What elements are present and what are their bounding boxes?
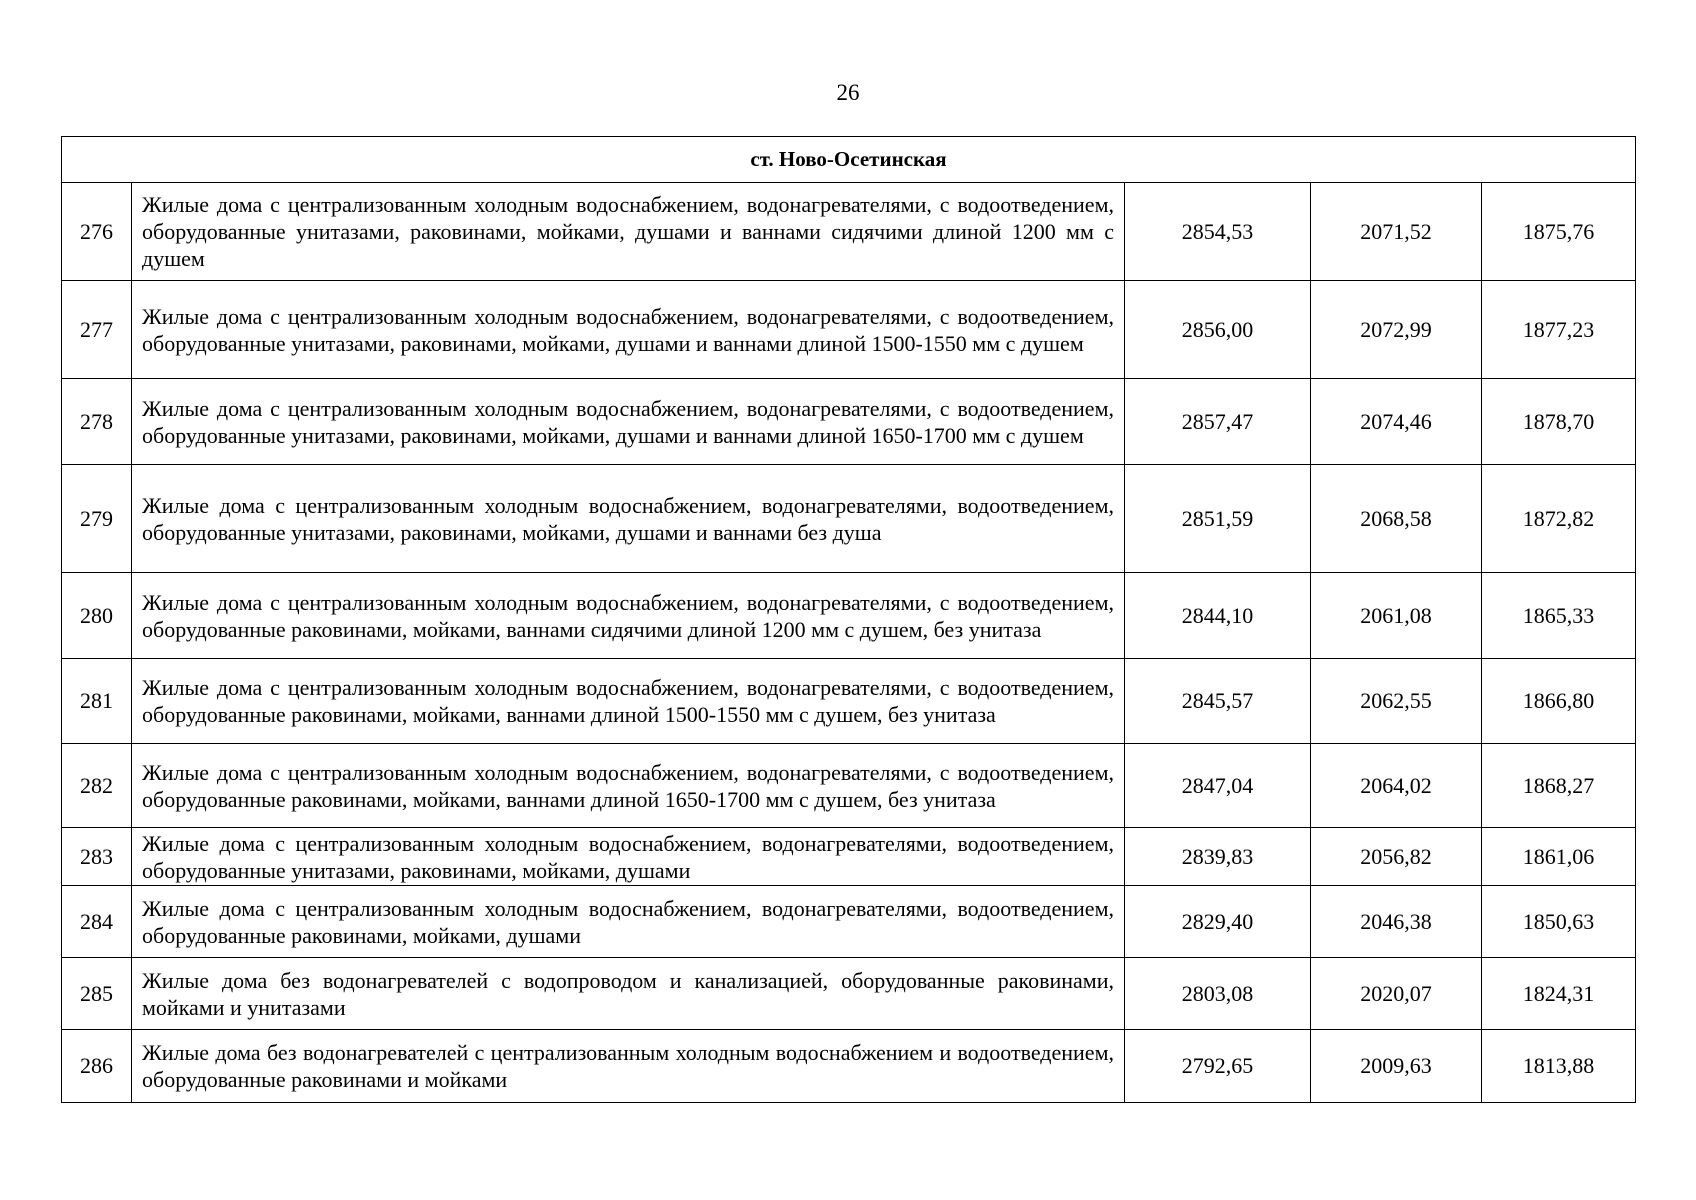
row-description: Жилые дома с централизованным холодным водоснабжением, водонагревателями, водоотведением, оборудованные раковинами, мойками, душами bbox=[132, 886, 1125, 958]
row-value-1: 2803,08 bbox=[1125, 958, 1311, 1030]
row-number: 284 bbox=[62, 886, 132, 958]
row-description: Жилые дома без водонагревателей с централизованным холодным водоснабжением и водоотведением, оборудованные раковинами и мойками bbox=[132, 1030, 1125, 1103]
row-value-3: 1868,27 bbox=[1482, 744, 1636, 828]
row-number: 285 bbox=[62, 958, 132, 1030]
row-value-3: 1813,88 bbox=[1482, 1030, 1636, 1103]
row-value-3: 1824,31 bbox=[1482, 958, 1636, 1030]
row-value-3: 1865,33 bbox=[1482, 573, 1636, 659]
row-value-1: 2845,57 bbox=[1125, 659, 1311, 744]
row-number: 282 bbox=[62, 744, 132, 828]
row-description: Жилые дома с централизованным холодным водоснабжением, водонагревателями, с водоотведением, оборудованные унитазами, раковинами, мойками, душами и ваннами сидячими длиной 1200 мм с душем bbox=[132, 183, 1125, 281]
row-value-1: 2829,40 bbox=[1125, 886, 1311, 958]
row-description: Жилые дома с централизованным холодным водоснабжением, водонагревателями, с водоотведением, оборудованные унитазами, раковинами, мойками, душами и ваннами длиной 1500-1550 мм с душем bbox=[132, 281, 1125, 379]
row-value-3: 1872,82 bbox=[1482, 465, 1636, 573]
table-row bbox=[62, 379, 1636, 465]
row-value-3: 1850,63 bbox=[1482, 886, 1636, 958]
row-description: Жилые дома с централизованным холодным водоснабжением, водонагревателями, с водоотведением, оборудованные раковинами, мойками, ваннами длиной 1500-1550 мм с душем, без унитаза bbox=[132, 659, 1125, 744]
table-row bbox=[62, 465, 1636, 573]
row-value-1: 2851,59 bbox=[1125, 465, 1311, 573]
row-value-2: 2068,58 bbox=[1311, 465, 1482, 573]
row-value-2: 2062,55 bbox=[1311, 659, 1482, 744]
row-description: Жилые дома с централизованным холодным водоснабжением, водонагревателями, водоотведением, оборудованные унитазами, раковинами, мойками, душами и ваннами без душа bbox=[132, 465, 1125, 573]
row-number: 276 bbox=[62, 183, 132, 281]
row-value-1: 2844,10 bbox=[1125, 573, 1311, 659]
row-number: 279 bbox=[62, 465, 132, 573]
row-number: 286 bbox=[62, 1030, 132, 1103]
row-value-1: 2856,00 bbox=[1125, 281, 1311, 379]
table-row bbox=[62, 958, 1636, 1030]
table-row bbox=[62, 886, 1636, 958]
row-value-3: 1866,80 bbox=[1482, 659, 1636, 744]
row-value-1: 2839,83 bbox=[1125, 828, 1311, 886]
row-description: Жилые дома без водонагревателей с водопроводом и канализацией, оборудованные раковинами, мойками и унитазами bbox=[132, 958, 1125, 1030]
row-number: 280 bbox=[62, 573, 132, 659]
row-value-2: 2009,63 bbox=[1311, 1030, 1482, 1103]
row-value-2: 2061,08 bbox=[1311, 573, 1482, 659]
row-number: 277 bbox=[62, 281, 132, 379]
table-row bbox=[62, 1030, 1636, 1103]
row-value-1: 2847,04 bbox=[1125, 744, 1311, 828]
row-number: 283 bbox=[62, 828, 132, 886]
section-header-row bbox=[62, 137, 1636, 183]
row-number: 278 bbox=[62, 379, 132, 465]
page-number: 26 bbox=[836, 80, 860, 105]
table-row bbox=[62, 281, 1636, 379]
row-value-3: 1878,70 bbox=[1482, 379, 1636, 465]
table-row bbox=[62, 744, 1636, 828]
row-value-2: 2074,46 bbox=[1311, 379, 1482, 465]
table-row bbox=[62, 828, 1636, 886]
row-value-1: 2792,65 bbox=[1125, 1030, 1311, 1103]
row-value-2: 2071,52 bbox=[1311, 183, 1482, 281]
tariff-table bbox=[61, 136, 1636, 1103]
row-value-3: 1875,76 bbox=[1482, 183, 1636, 281]
table-row bbox=[62, 659, 1636, 744]
table-row bbox=[62, 573, 1636, 659]
row-description: Жилые дома с централизованным холодным водоснабжением, водонагревателями, с водоотведением, оборудованные унитазами, раковинами, мойками, душами и ваннами длиной 1650-1700 мм с душем bbox=[132, 379, 1125, 465]
row-value-3: 1861,06 bbox=[1482, 828, 1636, 886]
table-row bbox=[62, 183, 1636, 281]
row-value-2: 2072,99 bbox=[1311, 281, 1482, 379]
row-value-1: 2857,47 bbox=[1125, 379, 1311, 465]
row-description: Жилые дома с централизованным холодным водоснабжением, водонагревателями, с водоотведением, оборудованные раковинами, мойками, ваннами длиной 1650-1700 мм с душем, без унитаза bbox=[132, 744, 1125, 828]
row-description: Жилые дома с централизованным холодным водоснабжением, водонагревателями, водоотведением, оборудованные унитазами, раковинами, мойками, душами bbox=[132, 828, 1125, 886]
row-value-2: 2020,07 bbox=[1311, 958, 1482, 1030]
section-title: ст. Ново-Осетинская bbox=[62, 137, 1636, 183]
row-value-2: 2046,38 bbox=[1311, 886, 1482, 958]
row-value-1: 2854,53 bbox=[1125, 183, 1311, 281]
row-description: Жилые дома с централизованным холодным водоснабжением, водонагревателями, с водоотведением, оборудованные раковинами, мойками, ваннами сидячими длиной 1200 мм с душем, без унитаза bbox=[132, 573, 1125, 659]
row-value-3: 1877,23 bbox=[1482, 281, 1636, 379]
row-value-2: 2064,02 bbox=[1311, 744, 1482, 828]
row-value-2: 2056,82 bbox=[1311, 828, 1482, 886]
row-number: 281 bbox=[62, 659, 132, 744]
